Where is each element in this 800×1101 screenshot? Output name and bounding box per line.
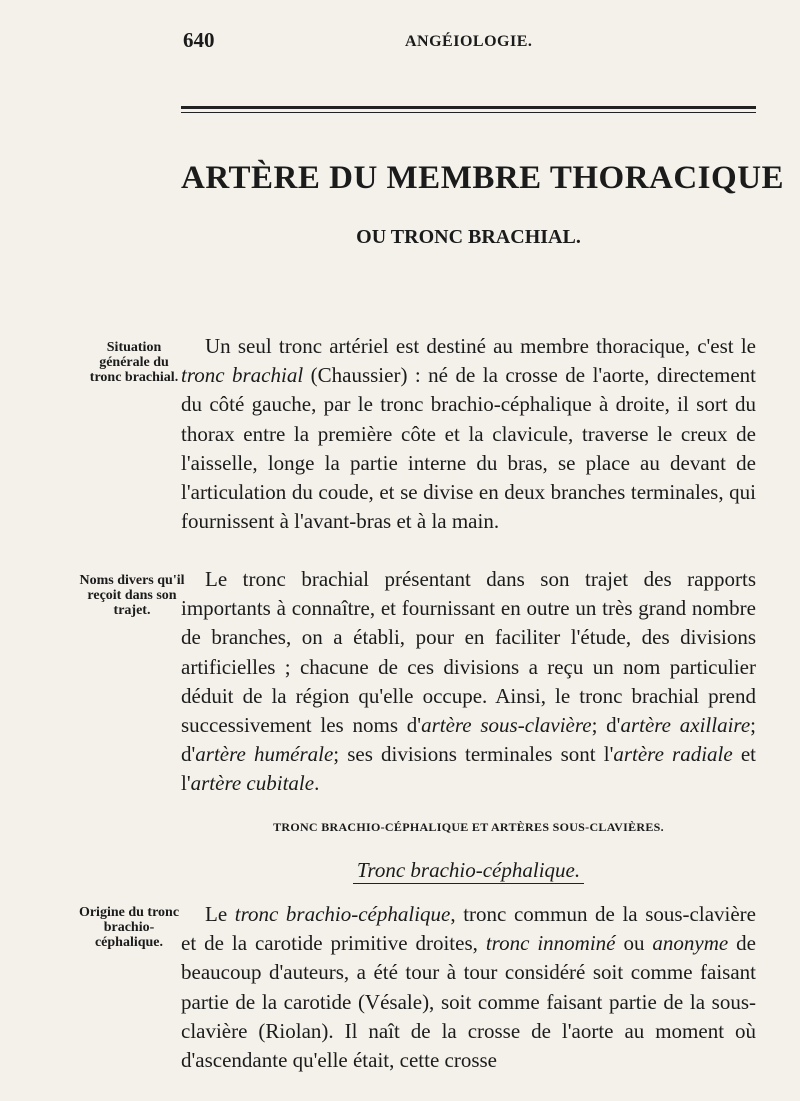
text-run: et l' — [181, 742, 756, 796]
text-run: ; d' — [181, 713, 756, 767]
running-head: ANGÉIOLOGIE. — [405, 33, 533, 50]
subsection-heading-wrap — [181, 858, 756, 883]
double-rule-bottom — [181, 112, 756, 113]
body-paragraph-2 — [181, 565, 756, 799]
italic-term: artère sous-clavière — [421, 713, 592, 738]
section-heading: TRONC BRACHIO-CÉPHALIQUE ET ARTÈRES SOUS-CLAVIÈRES. — [273, 820, 664, 834]
text-run: Le tronc brachial présentant dans son trajet des rapports importants à connaître, et fournissant en outre un très grand nombre de branches, on a établi, pour en faciliter l'étude, des divisions artificielles ; chacune de ces divisions a reçu un nom particulier déduit de la région qu'elle occupe. Ainsi, le tronc brachial prend successivement les noms d' — [181, 567, 756, 738]
text-run: . — [314, 771, 320, 796]
text-run: ; ses divisions terminales sont l' — [333, 742, 614, 767]
italic-term: artère radiale — [613, 742, 733, 767]
margin-note-noms-divers: Noms divers qu'il reçoit dans son trajet. — [79, 573, 185, 618]
margin-note-situation: Situation générale du tronc brachial. — [89, 340, 179, 385]
italic-term: artère humérale — [195, 742, 334, 767]
margin-note-origine: Origine du tronc brachio-céphalique. — [78, 905, 180, 950]
italic-term: anonyme — [652, 931, 729, 956]
italic-term: tronc innominé — [485, 931, 616, 956]
page-number: 640 — [183, 28, 215, 52]
italic-term: tronc brachio-céphalique — [234, 902, 451, 926]
text-run: Un seul tronc artériel est destiné au membre thoracique, c'est le — [205, 334, 756, 358]
text-run: Le — [205, 902, 235, 926]
italic-term: artère axillaire — [620, 713, 751, 738]
text-run: ; d' — [591, 713, 621, 738]
text-run: (Chaussier) : né de la crosse de l'aorte, directement du côté gauche, par le tronc brachio-céphalique à droite, il sort du thorax entre la première côte et la clavicule, traverse le creux de l'aisselle, longe la partie interne du bras, se place au devant de l'articulation du coude, et se divise en deux branches terminales, qui fournissent à l'avant-bras et à la main. — [181, 363, 756, 534]
chapter-subtitle: OU TRONC BRACHIAL. — [356, 226, 581, 248]
body-paragraph-1 — [181, 332, 756, 536]
subsection-heading: Tronc brachio-céphalique. — [353, 858, 584, 884]
text-run: de beaucoup d'auteurs, a été tour à tour considéré soit comme faisant partie de la carotide (Vésale), soit comme faisant partie de la sous-clavière (Riolan). Il naît de la crosse de l'aorte au moment où d'ascendante qu'elle était, cette crosse — [181, 931, 756, 1073]
chapter-title: ARTÈRE DU MEMBRE THORACIQUE — [181, 160, 785, 196]
double-rule-top — [181, 106, 756, 109]
text-run: , tronc commun de la sous-clavière et de la carotide primitive droites, — [181, 902, 756, 956]
body-paragraph-3 — [181, 900, 756, 1075]
text-run: ou — [615, 931, 653, 956]
italic-term: tronc brachial — [181, 363, 304, 388]
italic-term: artère cubitale — [190, 771, 315, 796]
